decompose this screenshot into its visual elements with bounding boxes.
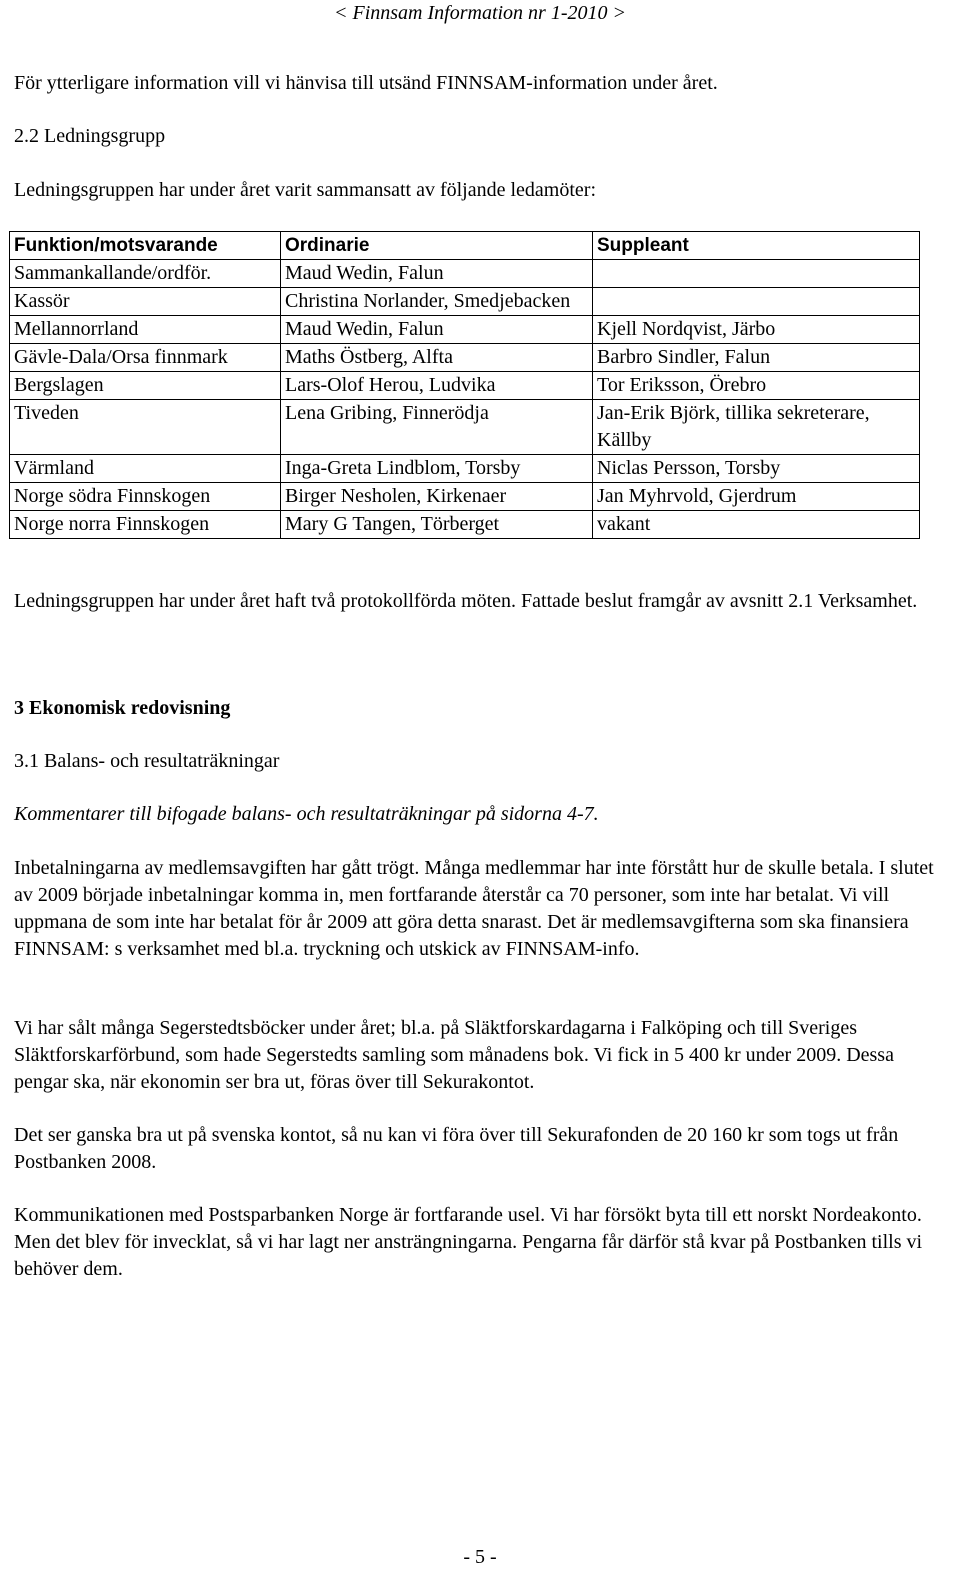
column-header: Ordinarie [281,232,593,260]
table-cell: Lars-Olof Herou, Ludvika [281,372,593,400]
column-header: Funktion/motsvarande [10,232,281,260]
table-cell [593,288,920,316]
table-row [10,316,920,344]
subsection-heading-balans: 3.1 Balans- och resultaträkningar [14,750,280,772]
ledningsgrupp-lead: Ledningsgruppen har under året varit sammansatt av följande ledamöter: [14,179,597,201]
table-row [10,288,920,316]
table-cell: Gävle-Dala/Orsa finnmark [10,344,281,372]
table-cell: Värmland [10,455,281,483]
table-cell: Sammankallande/ordför. [10,260,281,288]
table-cell: Tiveden [10,400,281,455]
table-row [10,400,920,455]
paragraph-swedish-account: Det ser ganska bra ut på svenska kontot, så nu kan vi föra över till Sekurafonden de 20 160 kr som togs ut från Postbanken 2008. [14,1124,899,1173]
page-number: - 5 - [463,1546,497,1568]
table-row [10,372,920,400]
comment-note: Kommentarer till bifogade balans- och resultaträkningar på sidorna 4-7. [14,803,599,825]
table-cell: Tor Eriksson, Örebro [593,372,920,400]
table-cell: Maud Wedin, Falun [281,316,593,344]
table-row [10,455,920,483]
section-heading-ekonomisk: 3 Ekonomisk redovisning [14,697,231,719]
table-cell: Niclas Persson, Torsby [593,455,920,483]
ledningsgrupp-summary: Ledningsgruppen har under året haft två protokollförda möten. Fattade beslut framgår av avsnitt 2.1 Verksamhet. [14,590,918,612]
table-cell: Mellannorrland [10,316,281,344]
table-cell: Kassör [10,288,281,316]
table-row [10,260,920,288]
ledningsgrupp-table [9,231,920,539]
table-cell: Christina Norlander, Smedjebacken [281,288,593,316]
table-cell: Norge norra Finnskogen [10,511,281,539]
table-cell: Jan Myhrvold, Gjerdrum [593,483,920,511]
table-cell: vakant [593,511,920,539]
intro-paragraph: För ytterligare information vill vi hänvisa till utsänd FINNSAM-information under året. [14,72,718,94]
table-cell: Barbro Sindler, Falun [593,344,920,372]
running-header: < Finnsam Information nr 1-2010 > [334,2,626,24]
table-cell [593,260,920,288]
paragraph-membership-fees: Inbetalningarna av medlemsavgiften har gått trögt. Många medlemmar har inte förstått hur de skulle betala. I slutet av 2009 började inbetalningar komma in, men fortfarande återstår ca 70 personer, som inte har betalat. Vi vill uppmana de som inte har betalat för år 2009 att göra detta snarast. Det är medlemsavgifterna som ska finansiera FINNSAM: s verksamhet med bl.a. tryckning och utskick av FINNSAM-info. [14,857,934,960]
section-heading-ledningsgrupp: 2.2 Ledningsgrupp [14,125,166,147]
table-cell: Bergslagen [10,372,281,400]
table-cell: Inga-Greta Lindblom, Torsby [281,455,593,483]
table-cell: Norge södra Finnskogen [10,483,281,511]
table-cell: Maud Wedin, Falun [281,260,593,288]
table-cell: Kjell Nordqvist, Järbo [593,316,920,344]
paragraph-book-sales: Vi har sålt många Segerstedtsböcker under året; bl.a. på Släktforskardagarna i Falköping och till Sveriges Släktforskarförbund, som hade Segerstedts samling som månadens bok. Vi fick in 5 400 kr under 2009. Dessa pengar ska, när ekonomin ser bra ut, föras över till Sekurakontot. [14,1017,894,1093]
table-cell: Birger Nesholen, Kirkenaer [281,483,593,511]
column-header: Suppleant [593,232,920,260]
table-row [10,344,920,372]
table-header-row [10,232,920,260]
table-row [10,511,920,539]
table-cell: Jan-Erik Björk, tillika sekreterare, Källby [593,400,920,455]
table-row [10,483,920,511]
table-cell: Mary G Tangen, Törberget [281,511,593,539]
paragraph-norway-bank: Kommunikationen med Postsparbanken Norge är fortfarande usel. Vi har försökt byta till ett norskt Nordeakonto. Men det blev för invecklat, så vi har lagt ner ansträngningarna. Pengarna får därför stå kvar på Postbanken tills vi behöver dem. [14,1204,923,1280]
table-cell: Lena Gribing, Finnerödja [281,400,593,455]
table-cell: Maths Östberg, Alfta [281,344,593,372]
